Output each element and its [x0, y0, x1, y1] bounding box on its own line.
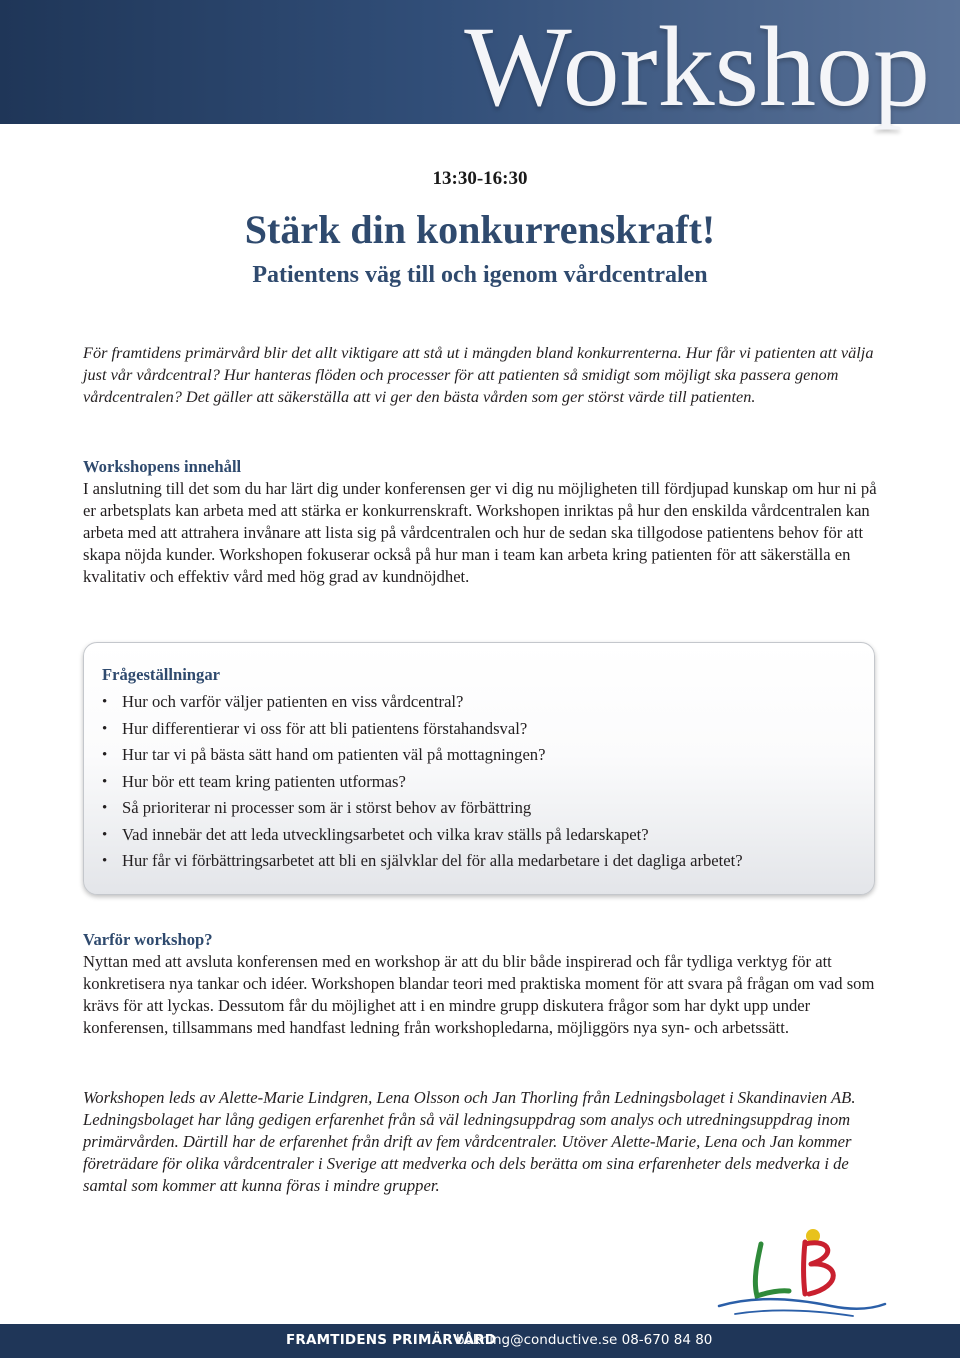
content-body: I anslutning till det som du har lärt dig under konferensen ger vi dig nu möjligheten till fördjupad kunskap om hur ni på er arbetsplats kan arbeta med att stärka er konkurrenskraft. Workshopen inriktas på hur den enskilda vårdcentralen kan arbeta med att attrahera invånare att lista sig på vårdcentralen och hur de sedan ska tillgodose patientens behov för att skapa nöjda kunder. Workshopen fokuserar också på hur man i team kan arbeta kring patienten för att säkerställa en kvalitativ och effektiv vård med hög grad av kundnöjdhet.	[83, 479, 877, 586]
footer-bar	[0, 1324, 960, 1358]
lb-logo-icon	[713, 1222, 889, 1322]
questions-heading: Frågeställningar	[102, 665, 220, 684]
bullet-icon: •	[102, 800, 108, 816]
why-body: Nyttan med att avsluta konferensen med en workshop är att du blir både inspirerad och får tydliga verktyg för att konkretisera nya tankar och idéer. Workshopen blandar teori med praktiska moment för att svara på frågan om vad som krävs för att lyckas. Dessutom får du möjlighet att i en mindre grupp diskutera frågor som har dykt upp under konferensen, tillsammans med handfast ledning från workshopledarna, möjliggörs nya syn- och arbetssätt.	[83, 952, 875, 1037]
list-item	[102, 744, 743, 771]
leaders-paragraph: Workshopen leds av Alette-Marie Lindgren, Lena Olsson och Jan Thorling från Ledningsbolaget i Skandinavien AB. Ledningsbolaget har lång gedigen erfarenhet från så väl ledningsuppdrag som analys och utredningsuppdrag inom primärvården. Därtill har de erfarenhet från drift av fem vårdcentraler. Utöver Alette-Marie, Lena och Jan kommer företrädare för olika vårdcentraler i Sverige att medverka och dels berätta om sina erfarenheter dels medverka i de samtal som kommer att kunna föras i mindre grupper.	[83, 1088, 856, 1195]
list-item	[102, 691, 743, 718]
list-item	[102, 797, 743, 824]
page-title: Stärk din konkurrenskraft!	[244, 207, 716, 252]
bullet-icon: •	[102, 826, 108, 843]
intro-paragraph: För framtidens primärvård blir det allt viktigare att stå ut i mängden bland konkurrenterna. Hur får vi patienten att välja just vår vårdcentral? Hur hanteras flöden och processer för att patienten så smidigt som möjligt ska passera genom vårdcentralen? Det gäller att säkerställa att vi ger den bästa vården som ger störst värde till patienten.	[83, 343, 874, 406]
why-heading: Varför workshop?	[83, 930, 213, 949]
content-section	[83, 456, 883, 588]
list-item	[102, 850, 743, 877]
logo-wave	[719, 1299, 885, 1309]
bullet-icon: •	[102, 747, 108, 763]
event-time: 13:30-16:30	[432, 168, 528, 189]
list-item-text: Vad innebär det att leda utvecklingsarbetet och vilka krav ställs på ledarskapet?	[122, 824, 649, 844]
header-title: Workshop	[464, 3, 930, 130]
page-subtitle: Patientens väg till och igenom vårdcentralen	[252, 262, 708, 288]
list-item-text: Hur differentierar vi oss för att bli patientens förstahandsval?	[122, 718, 528, 738]
list-item-text: Hur tar vi på bästa sätt hand om patienten väl på mottagningen?	[122, 745, 546, 764]
footer-brand: FRAMTIDENS PRIMÄRVÅRD	[286, 1332, 497, 1348]
questions-list	[102, 691, 743, 877]
list-item-text: Så prioriterar ni processer som är i störst behov av förbättring	[122, 798, 532, 817]
content-heading: Workshopens innehåll	[83, 457, 242, 476]
why-section	[83, 929, 883, 1039]
bullet-icon: •	[102, 853, 108, 869]
footer-contact: bokning@conductive.se 08-670 84 80	[456, 1332, 713, 1348]
list-item	[102, 771, 743, 798]
list-item	[102, 824, 743, 851]
questions-box	[83, 642, 875, 895]
bullet-icon: •	[102, 720, 108, 737]
logo-letter-b	[804, 1242, 834, 1294]
bullet-icon: •	[102, 694, 108, 710]
list-item-text: Hur och varför väljer patienten en viss vårdcentral?	[122, 692, 464, 711]
logo-letter-l	[755, 1244, 789, 1296]
bullet-icon: •	[102, 773, 108, 790]
logo-wave-lower	[735, 1310, 853, 1316]
list-item-text: Hur bör ett team kring patienten utformas?	[122, 771, 406, 791]
list-item	[102, 718, 743, 745]
header-banner	[0, 0, 960, 130]
list-item-text: Hur får vi förbättringsarbetet att bli en självklar del för alla medarbetare i det dagliga arbetet?	[122, 851, 743, 870]
